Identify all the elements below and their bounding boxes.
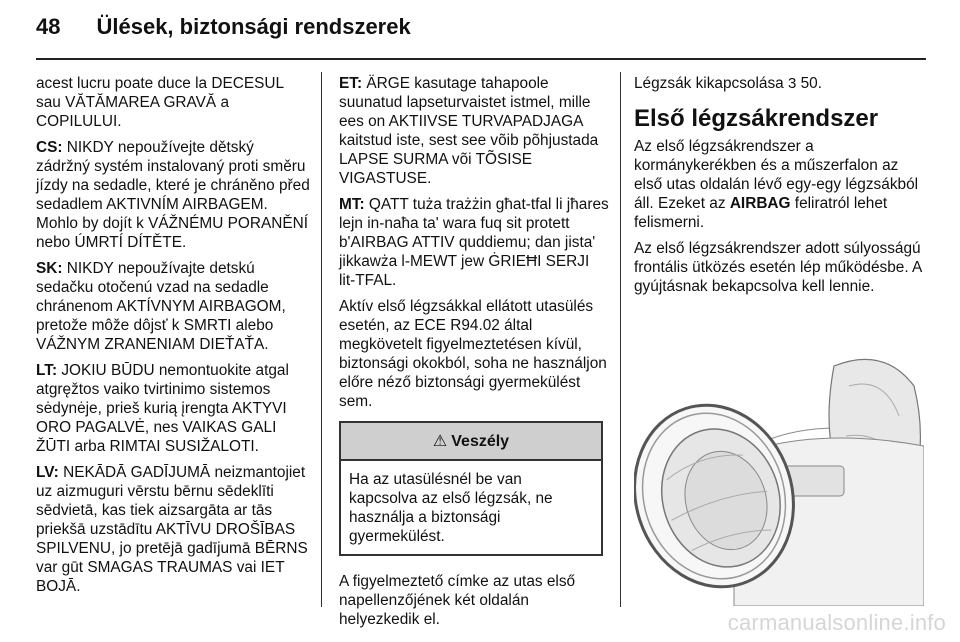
danger-box [339, 421, 603, 556]
warning-cs [36, 138, 311, 252]
page-title: Ülések, biztonsági rendszerek [96, 14, 411, 39]
warning-lt [36, 361, 311, 456]
language-code: LT: [36, 362, 58, 379]
body-paragraph: Az első légzsákrendszer a kormánykerékben és a műszerfalon az első utas oldalán lévő egy-egy légzsákból áll. Ezeket az AIRBAG feliratról lehet felismerni. [634, 138, 919, 231]
danger-title: Veszély [451, 432, 510, 450]
page-header [36, 14, 926, 54]
warning-lv [36, 463, 311, 596]
warning-continuation: acest lucru poate duce la DECESUL sau VĂTĂMAREA GRAVĂ a COPILULUI. [36, 75, 284, 130]
warning-sk [36, 259, 311, 354]
language-code: LV: [36, 464, 59, 481]
airbag-illustration [634, 326, 924, 606]
airbag-label: AIRBAG [729, 195, 791, 212]
watermark: carmanualsonline.info [727, 610, 946, 635]
warning-text: NEKĀDĀ GADĪJUMĀ neizmantojiet uz aizmuguri vērstu bērnu sēdeklīti sēdvietā, kas tiek aizsargāta ar tās priekšā uzstādītu AKTĪVU DROŠĪBAS SPILVENU, jo pretējā gadījumā BĒRNS var gūt SMAGAS TRAUMAS vai IET BOJĀ. [36, 464, 308, 595]
language-code: MT: [339, 196, 365, 213]
cross-reference: Légzsák kikapcsolása 3 50. [634, 75, 823, 92]
page-number: 48 [36, 14, 61, 39]
warning-text: NIKDY nepoužívejte dětský zádržný systém instalovaný proti směru jízdy na sedadle, které je chráněno před sedadlem AKTIVNÍM AIRBAGEM. Mohlo by dojít k VÁŽNÉMU PORANĚNÍ nebo ÚMRTÍ DÍTĚTE. [36, 139, 310, 251]
body-paragraph: Aktív első légzsákkal ellátott utasülés esetén, az ECE R94.02 által megkövetelt figyelmeztetésen kívül, biztonsági okokból, soha ne használjon előre néző biztonsági gyermekülést sem. [339, 298, 607, 410]
section-title: Első légzsákrendszer [634, 105, 879, 132]
warning-text: NIKDY nepoužívajte detskú sedačku otočenú vzad na sedadle chránenom AKTÍVNYM AIRBAGOM, pretože môže dôjsť k SMRTI alebo VÁŽNYM ZRANENIAM DIEŤAŤA. [36, 260, 286, 353]
danger-header [341, 423, 601, 461]
reference-arrow-icon: 3 [788, 75, 797, 92]
warning-icon: ⚠ [432, 432, 448, 450]
body-paragraph: A figyelmeztető címke az utas első napellenzőjének két oldalán helyezkedik el. [339, 573, 576, 628]
danger-body [341, 461, 601, 554]
warning-text: QATT tuża trażżin għat-tfal li jħares lejn in-naħa ta' wara fuq sit protett b'AIRBAG ATTIV quddiemu; dan jista' jikkawża l-MEWT jew ĠRIEĦI SERJI lit-TFAL. [339, 196, 609, 289]
column-2 [339, 74, 609, 636]
header-divider [36, 58, 926, 60]
language-code: SK: [36, 260, 63, 277]
column-1 [36, 74, 311, 603]
body-paragraph: Az első légzsákrendszer adott súlyosságú frontális ütközés esetén lép működésbe. A gyújtásnak bekapcsolva kell lennie. [634, 240, 922, 295]
language-code: ET: [339, 75, 363, 92]
warning-text: JOKIU BŪDU nemontuokite atgal atgręžtos vaiko tvirtinimo sistemos sėdynėje, prieš kurią įrengta AKTYVI ORO PAGALVĖ, nes VAIKAS GALI ŽŪTI arba RIMTAI SUSIŽALOTI. [36, 362, 289, 455]
column-divider [321, 72, 322, 607]
danger-text: Ha az utasülésnél be van kapcsolva az első légzsák, ne használja a biztonsági gyermekülést. [349, 471, 553, 545]
language-code: CS: [36, 139, 63, 156]
warning-text: ÄRGE kasutage tahapoole suunatud lapseturvaistet istmel, mille ees on AKTIIVSE TURVAPADJAGA kaitstud iste, sest see võib põhjustada LAPSE SURMA või TÕSISE VIGASTUSE. [339, 75, 599, 187]
warning-et [339, 74, 609, 188]
warning-mt [339, 195, 609, 290]
column-divider [620, 72, 621, 607]
column-3 [634, 74, 924, 303]
